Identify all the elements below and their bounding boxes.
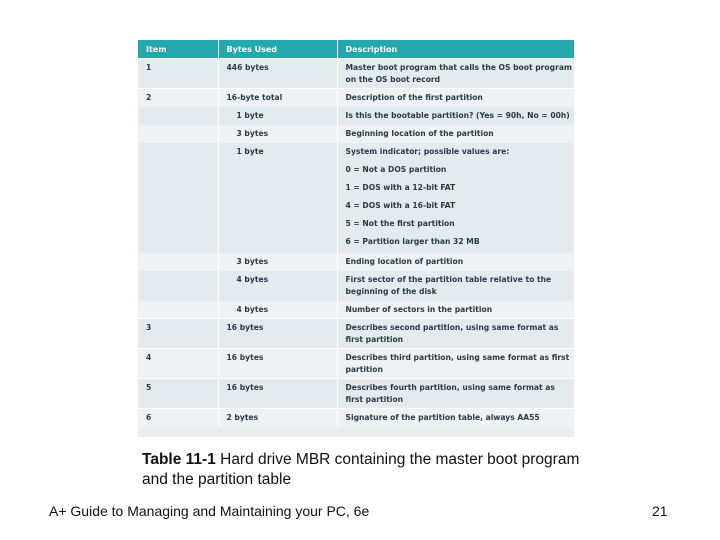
cell-description <box>337 143 574 253</box>
table-header-row <box>138 40 574 59</box>
table-row <box>138 319 574 349</box>
description-line: Ending location of partition <box>345 256 464 266</box>
header-bytes-used: Bytes Used <box>218 40 337 59</box>
description-line: Master boot program that calls the OS boot program <box>345 63 572 72</box>
table-row <box>138 125 574 143</box>
caption-label: Table 11-1 <box>142 451 216 468</box>
description-line: 1 = DOS with a 12-bit FAT <box>345 182 456 192</box>
page-number: 21 <box>652 503 668 519</box>
description-line: Describes fourth partition, using same format as <box>345 383 555 392</box>
cell-description <box>337 319 574 349</box>
cell-item: 2 <box>138 89 218 107</box>
mbr-table <box>138 40 574 437</box>
description-line: Describes second partition, using same format as <box>345 323 559 332</box>
description-line: Is this the bootable partition? (Yes = 90h, No = 00h) <box>345 110 570 120</box>
cell-bytes-used: 4 bytes <box>218 271 337 301</box>
cell-description <box>337 107 574 125</box>
header-description: Description <box>337 40 574 59</box>
cell-bytes-used: 4 bytes <box>218 301 337 319</box>
cell-item: 3 <box>138 319 218 349</box>
description-line: System indicator; possible values are: <box>345 146 510 156</box>
description-line: Number of sectors in the partition <box>345 304 493 314</box>
header-item: Item <box>138 40 218 59</box>
description-line: Description of the first partition <box>345 93 483 102</box>
cell-description <box>337 253 574 271</box>
description-line: first partition <box>345 395 404 404</box>
table-row <box>138 107 574 125</box>
cell-description <box>337 59 574 89</box>
table-row <box>138 253 574 271</box>
cell-bytes-used: 16 bytes <box>218 319 337 349</box>
cell-description <box>337 349 574 379</box>
cell-item <box>138 125 218 143</box>
table-row <box>138 379 574 409</box>
cell-item: 5 <box>138 379 218 409</box>
cell-description <box>337 271 574 301</box>
description-line: first partition <box>345 335 404 344</box>
table-body <box>138 59 574 427</box>
description-line: 5 = Not the first partition <box>345 218 455 228</box>
description-line: 0 = Not a DOS partition <box>345 164 447 174</box>
description-line: 6 = Partition larger than 32 MB <box>345 236 480 246</box>
cell-item: 1 <box>138 59 218 89</box>
table-row <box>138 59 574 89</box>
description-line: Beginning location of the partition <box>345 128 494 138</box>
table-caption <box>142 450 602 490</box>
cell-description <box>337 409 574 427</box>
cell-item <box>138 253 218 271</box>
description-line: 4 = DOS with a 16-bit FAT <box>345 200 456 210</box>
description-line: Signature of the partition table, always AA55 <box>345 413 540 422</box>
cell-bytes-used: 3 bytes <box>218 253 337 271</box>
cell-description <box>337 125 574 143</box>
cell-bytes-used: 1 byte <box>218 107 337 125</box>
cell-description <box>337 301 574 319</box>
table-row <box>138 89 574 107</box>
cell-bytes-used: 2 bytes <box>218 409 337 427</box>
caption-text: Hard drive MBR containing the master boot program and the partition table <box>142 451 580 488</box>
cell-bytes-used: 1 byte <box>218 143 337 253</box>
description-line: beginning of the disk <box>345 286 437 296</box>
cell-bytes-used: 16 bytes <box>218 379 337 409</box>
cell-item <box>138 143 218 253</box>
description-line: Describes third partition, using same format as first <box>345 353 570 362</box>
cell-item <box>138 107 218 125</box>
table-row <box>138 271 574 301</box>
cell-item <box>138 271 218 301</box>
table-row <box>138 301 574 319</box>
cell-description <box>337 379 574 409</box>
description-line: on the OS boot record <box>345 75 441 84</box>
table-row <box>138 349 574 379</box>
cell-bytes-used: 16 bytes <box>218 349 337 379</box>
description-line: partition <box>345 365 383 374</box>
cell-bytes-used: 3 bytes <box>218 125 337 143</box>
cell-bytes-used: 446 bytes <box>218 59 337 89</box>
footer-title: A+ Guide to Managing and Maintaining your PC, 6e <box>49 503 370 519</box>
table-row <box>138 143 574 253</box>
table-row <box>138 409 574 427</box>
cell-item: 4 <box>138 349 218 379</box>
cell-item: 6 <box>138 409 218 427</box>
cell-bytes-used: 16-byte total <box>218 89 337 107</box>
description-line: First sector of the partition table relative to the <box>345 274 552 284</box>
cell-item <box>138 301 218 319</box>
cell-description <box>337 89 574 107</box>
